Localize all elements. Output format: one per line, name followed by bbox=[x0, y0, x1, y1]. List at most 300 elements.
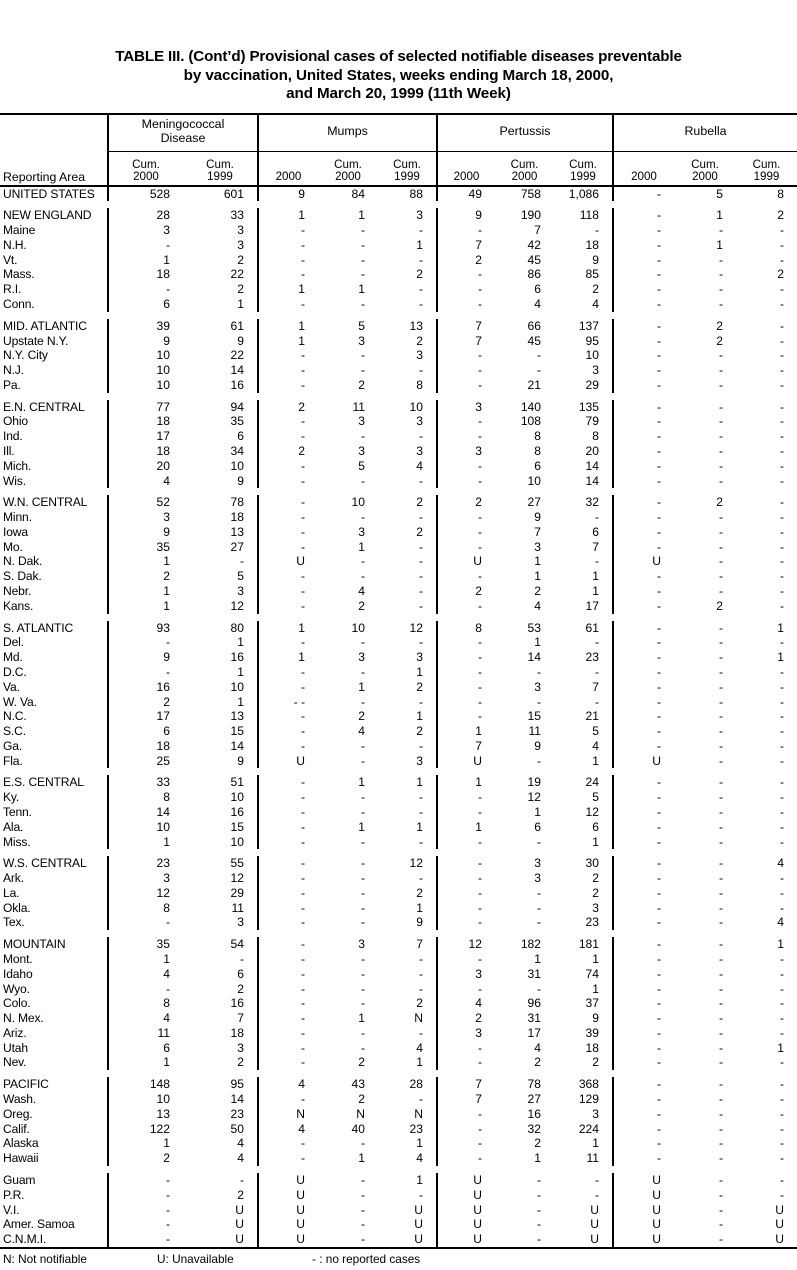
footnote-unavailable: U: Unavailable bbox=[157, 1251, 234, 1266]
row-cell: 52 bbox=[108, 495, 183, 510]
row-cell: 12 bbox=[108, 886, 183, 901]
row-area-label: E.S. CENTRAL bbox=[3, 775, 84, 790]
table-row bbox=[0, 724, 797, 739]
footnote-no-reported-cases: - : no reported cases bbox=[312, 1251, 421, 1266]
row-cell: - bbox=[718, 1011, 723, 1026]
row-cell: 3 bbox=[416, 348, 423, 363]
header-sub-1-line2: 1999 bbox=[207, 170, 233, 184]
header-sub-4-line2: 1999 bbox=[394, 170, 420, 184]
row-cell: - bbox=[779, 966, 784, 981]
row-cell: 1 bbox=[237, 694, 244, 709]
row-cell: U bbox=[235, 1232, 244, 1247]
row-cell: 45 bbox=[527, 333, 541, 348]
row-cell: - bbox=[613, 378, 674, 393]
row-cell: - bbox=[613, 208, 674, 223]
row-cell: 129 bbox=[578, 1092, 599, 1107]
table-row bbox=[0, 886, 797, 901]
table-row bbox=[0, 635, 797, 650]
row-cell: - bbox=[718, 1232, 723, 1247]
row-cell: 10 bbox=[108, 378, 183, 393]
row-cell: - bbox=[360, 554, 365, 569]
row-cell: 6 bbox=[108, 724, 183, 739]
row-area-label: Ill. bbox=[3, 444, 15, 458]
row-cell: - bbox=[779, 510, 784, 525]
row-cell: 3 bbox=[437, 444, 495, 459]
header-sub-9-line2: 2000 bbox=[692, 170, 718, 184]
footnote-not-notifiable: N: Not notifiable bbox=[3, 1251, 87, 1266]
row-cell: 32 bbox=[585, 495, 599, 510]
row-cell: 4 bbox=[592, 296, 599, 311]
row-cell: 1 bbox=[358, 679, 365, 694]
table-page bbox=[0, 48, 797, 1266]
table-row bbox=[0, 495, 797, 510]
row-cell: 5 bbox=[237, 569, 244, 584]
row-cell: - bbox=[437, 1122, 495, 1137]
row-cell: 1 bbox=[358, 819, 365, 834]
row-cell: 2 bbox=[237, 282, 244, 297]
row-cell: - bbox=[437, 378, 495, 393]
row-cell: 86 bbox=[527, 267, 541, 282]
row-cell: 4 bbox=[416, 1151, 423, 1166]
header-group-row bbox=[0, 115, 797, 152]
row-cell: - bbox=[779, 363, 784, 378]
row-cell: 33 bbox=[230, 208, 244, 223]
header-sub-8-line2: 2000 bbox=[631, 170, 657, 184]
row-cell: - bbox=[613, 1107, 674, 1122]
row-cell: - bbox=[437, 1107, 495, 1122]
header-group-mumps: Mumps bbox=[258, 115, 437, 152]
row-cell: - bbox=[613, 253, 674, 268]
row-cell: 29 bbox=[585, 377, 599, 392]
row-cell: - bbox=[718, 996, 723, 1011]
table-row bbox=[0, 775, 797, 790]
row-cell: - bbox=[108, 1173, 183, 1188]
row-cell: - bbox=[258, 709, 318, 724]
row-cell: - bbox=[718, 635, 723, 650]
row-cell: - bbox=[613, 297, 674, 312]
row-cell: 2 bbox=[534, 1136, 541, 1151]
row-cell: - bbox=[779, 1136, 784, 1151]
row-cell: - bbox=[536, 1172, 541, 1187]
row-cell: 2 bbox=[358, 598, 365, 613]
table-row bbox=[0, 967, 797, 982]
row-cell: - bbox=[360, 981, 365, 996]
row-cell: 1 bbox=[258, 319, 318, 334]
row-area-label: P.R. bbox=[3, 1187, 25, 1202]
row-cell: 7 bbox=[592, 539, 599, 554]
row-cell: - bbox=[437, 952, 495, 967]
table-row bbox=[0, 695, 797, 710]
row-cell: U bbox=[613, 1173, 674, 1188]
row-cell: - bbox=[779, 333, 784, 348]
row-area-label: Iowa bbox=[3, 524, 28, 539]
row-cell: - bbox=[779, 709, 784, 724]
header-sub-6-line1: Cum. bbox=[510, 157, 539, 171]
header-sub-0-line2: 2000 bbox=[133, 170, 159, 184]
row-cell: 3 bbox=[237, 223, 244, 238]
row-cell: 4 bbox=[108, 474, 183, 489]
row-cell: - bbox=[779, 584, 784, 599]
row-cell: 10 bbox=[108, 363, 183, 378]
row-area-label: S. ATLANTIC bbox=[3, 620, 74, 635]
row-cell: - bbox=[779, 282, 784, 297]
row-area-label: Mass. bbox=[3, 267, 35, 282]
row-cell: - bbox=[437, 680, 495, 695]
row-cell: 22 bbox=[230, 267, 244, 282]
row-cell: U bbox=[437, 554, 495, 569]
row-cell: - bbox=[418, 429, 423, 444]
row-cell: 8 bbox=[534, 429, 541, 444]
row-cell: 13 bbox=[230, 709, 244, 724]
row-cell: - bbox=[239, 554, 244, 569]
row-cell: - bbox=[779, 569, 784, 584]
title-line-3: and March 20, 1999 (11th Week) bbox=[286, 85, 511, 102]
row-cell: - bbox=[418, 296, 423, 311]
row-cell: 39 bbox=[108, 319, 183, 334]
header-sub-1-line1: Cum. bbox=[206, 157, 234, 171]
row-area-label: Idaho bbox=[3, 966, 33, 981]
row-cell: - bbox=[718, 569, 723, 584]
row-cell: - bbox=[258, 790, 318, 805]
row-cell: - bbox=[613, 444, 674, 459]
row-spacer bbox=[0, 849, 797, 856]
row-area-label: Tenn. bbox=[3, 804, 32, 819]
title-line-2: by vaccination, United States, weeks ending March 18, 2000, bbox=[183, 66, 614, 84]
row-cell: - bbox=[718, 444, 723, 458]
row-cell: - bbox=[360, 1025, 365, 1040]
row-cell: U bbox=[258, 754, 318, 769]
row-cell: - bbox=[258, 937, 318, 952]
row-cell: - bbox=[718, 724, 723, 739]
row-area-label: Ind. bbox=[3, 429, 23, 444]
row-cell: 45 bbox=[527, 252, 541, 267]
row-cell: - bbox=[613, 621, 674, 636]
row-cell: 1 bbox=[416, 775, 423, 790]
row-cell: - bbox=[613, 569, 674, 584]
row-cell: - bbox=[613, 820, 674, 835]
row-cell: 1 bbox=[358, 282, 365, 297]
row-area-label: Tex. bbox=[3, 915, 25, 930]
row-cell: 2 bbox=[416, 885, 423, 900]
row-cell: 12 bbox=[230, 598, 244, 613]
row-cell: - bbox=[718, 554, 723, 569]
row-cell: - bbox=[594, 223, 599, 238]
row-cell: 2 bbox=[716, 495, 723, 510]
row-cell: N bbox=[258, 1107, 318, 1122]
row-cell: - bbox=[360, 1217, 365, 1232]
row-cell: U bbox=[775, 1232, 784, 1247]
row-cell: 1 bbox=[258, 282, 318, 297]
row-cell: - bbox=[360, 635, 365, 650]
row-cell: - bbox=[718, 1077, 723, 1092]
row-cell: 8 bbox=[108, 996, 183, 1011]
row-cell: 18 bbox=[108, 267, 183, 282]
row-cell: - bbox=[779, 377, 784, 392]
row-cell: - bbox=[594, 1172, 599, 1187]
row-cell: - bbox=[418, 363, 423, 378]
row-cell: 190 bbox=[520, 208, 541, 223]
row-cell: U bbox=[613, 754, 674, 769]
row-cell: 1 bbox=[416, 900, 423, 915]
row-cell: - bbox=[360, 834, 365, 849]
row-cell: 1 bbox=[237, 635, 244, 650]
header-sub-6-line2: 2000 bbox=[511, 170, 538, 184]
row-cell: - bbox=[418, 952, 423, 966]
row-cell: - bbox=[258, 1011, 318, 1026]
row-spacer bbox=[0, 488, 797, 495]
row-cell: 16 bbox=[230, 804, 244, 819]
row-cell: 1 bbox=[592, 584, 599, 599]
header-sub-7-line2: 1999 bbox=[570, 170, 596, 184]
row-area-label: Guam bbox=[3, 1172, 36, 1187]
row-area-label: E.N. CENTRAL bbox=[3, 399, 85, 414]
header-sub-2 bbox=[258, 151, 318, 186]
row-cell: N bbox=[414, 1011, 423, 1026]
row-cell: - bbox=[613, 856, 674, 871]
row-cell: - bbox=[613, 540, 674, 555]
row-cell: 21 bbox=[585, 709, 599, 724]
row-cell: 31 bbox=[527, 966, 541, 981]
row-cell: 11 bbox=[528, 724, 541, 739]
row-cell: 135 bbox=[578, 399, 599, 414]
row-cell: - bbox=[360, 753, 365, 768]
row-cell: 12 bbox=[230, 871, 244, 886]
row-cell: - bbox=[718, 885, 723, 900]
row-cell: - bbox=[258, 510, 318, 525]
header-sub-3 bbox=[318, 151, 378, 186]
row-cell: - bbox=[613, 510, 674, 525]
row-spacer-cell bbox=[0, 201, 797, 208]
header-sub-3-line1: Cum. bbox=[334, 157, 362, 171]
header-sub-7-line1: Cum. bbox=[569, 157, 597, 171]
row-cell: 14 bbox=[230, 1092, 244, 1107]
row-cell: - bbox=[258, 1055, 318, 1070]
row-cell: 1 bbox=[108, 253, 183, 268]
row-cell: 1 bbox=[534, 635, 541, 650]
table-row bbox=[0, 650, 797, 665]
row-cell: 17 bbox=[527, 1025, 541, 1040]
row-cell: 1 bbox=[534, 804, 541, 819]
row-area-label: Kans. bbox=[3, 598, 34, 613]
table-row bbox=[0, 856, 797, 871]
row-cell: - bbox=[718, 363, 723, 378]
row-cell: 2 bbox=[416, 267, 423, 282]
row-cell: 11 bbox=[352, 399, 365, 414]
table-row bbox=[0, 1077, 797, 1092]
row-cell: - bbox=[258, 775, 318, 790]
row-cell: 13 bbox=[409, 318, 423, 333]
row-cell: 10 bbox=[108, 820, 183, 835]
row-cell: - bbox=[718, 937, 723, 952]
row-cell: - bbox=[418, 252, 423, 267]
row-cell: - bbox=[613, 400, 674, 415]
row-cell: 4 bbox=[237, 1136, 244, 1151]
row-cell: 53 bbox=[527, 620, 541, 635]
row-cell: - bbox=[718, 664, 723, 679]
row-cell: - bbox=[258, 223, 318, 238]
footnotes bbox=[0, 1252, 797, 1270]
row-cell: - bbox=[239, 952, 244, 966]
row-cell: - bbox=[437, 363, 495, 378]
row-cell: - bbox=[360, 569, 365, 584]
row-cell: - bbox=[536, 1187, 541, 1202]
row-cell: 4 bbox=[358, 724, 365, 739]
row-cell: - bbox=[360, 694, 365, 709]
row-cell: - bbox=[613, 267, 674, 282]
row-cell: 19 bbox=[527, 775, 541, 790]
row-cell: - bbox=[613, 775, 674, 790]
row-area-label: D.C. bbox=[3, 664, 27, 679]
row-cell: - bbox=[258, 1136, 318, 1151]
row-cell: - bbox=[613, 474, 674, 489]
row-cell: - bbox=[418, 569, 423, 584]
row-cell: 35 bbox=[108, 937, 183, 952]
row-cell: 6 bbox=[592, 819, 599, 834]
row-cell: - bbox=[360, 915, 365, 930]
row-cell: - bbox=[779, 1172, 784, 1187]
row-area-label: Utah bbox=[3, 1040, 28, 1055]
row-area-label: Nebr. bbox=[3, 584, 32, 599]
header-sub-8 bbox=[613, 151, 674, 186]
row-cell: 95 bbox=[585, 333, 599, 348]
row-cell: 1 bbox=[777, 1040, 784, 1055]
row-cell: 12 bbox=[437, 937, 495, 952]
row-cell: 5 bbox=[358, 318, 365, 333]
row-cell: 3 bbox=[237, 1040, 244, 1055]
table-row bbox=[0, 1203, 797, 1218]
row-area-label: S. Dak. bbox=[3, 569, 42, 584]
row-cell: 6 bbox=[237, 429, 244, 444]
row-cell: 3 bbox=[237, 584, 244, 599]
row-cell: 18 bbox=[108, 414, 183, 429]
row-cell: - bbox=[613, 724, 674, 739]
row-cell: 10 bbox=[108, 1092, 183, 1107]
row-cell: 14 bbox=[230, 738, 244, 753]
row-cell: - bbox=[108, 635, 183, 650]
row-cell: - bbox=[718, 1055, 723, 1070]
row-cell: 2 bbox=[416, 679, 423, 694]
row-cell: - bbox=[718, 296, 723, 311]
row-cell: 11 bbox=[108, 1026, 183, 1041]
row-cell: 3 bbox=[416, 414, 423, 429]
row-cell: - bbox=[360, 223, 365, 238]
row-cell: - bbox=[360, 363, 365, 378]
row-cell: 1 bbox=[416, 819, 423, 834]
row-area-label: Wis. bbox=[3, 473, 26, 488]
row-cell: - bbox=[418, 510, 423, 525]
row-cell: 33 bbox=[108, 775, 183, 790]
row-cell: 9 bbox=[108, 334, 183, 349]
header-sub-2-line2: 2000 bbox=[275, 170, 302, 184]
row-cell: 4 bbox=[108, 967, 183, 982]
row-cell: 3 bbox=[358, 524, 365, 539]
table-row bbox=[0, 835, 797, 850]
row-cell: - bbox=[718, 790, 723, 805]
row-area-label: Okla. bbox=[3, 900, 31, 915]
row-cell: 16 bbox=[230, 650, 244, 665]
header-sub-3-line2: 2000 bbox=[335, 170, 361, 184]
row-cell: - bbox=[594, 664, 599, 679]
row-cell: - bbox=[613, 584, 674, 599]
row-cell: 148 bbox=[108, 1077, 183, 1092]
table-row bbox=[0, 820, 797, 835]
row-cell: - bbox=[360, 237, 365, 252]
row-cell: - bbox=[613, 414, 674, 429]
row-cell: 1 bbox=[416, 1136, 423, 1151]
row-cell: 18 bbox=[108, 739, 183, 754]
row-cell: - bbox=[718, 1202, 723, 1217]
row-area-label: Va. bbox=[3, 679, 20, 694]
row-cell: 10 bbox=[585, 348, 599, 363]
row-cell: 5 bbox=[716, 186, 723, 201]
row-cell: - bbox=[718, 524, 723, 539]
row-cell: 2 bbox=[716, 333, 723, 348]
row-cell: - bbox=[108, 1217, 183, 1232]
row-cell: 10 bbox=[230, 790, 244, 805]
header-sub-9 bbox=[674, 151, 736, 186]
row-cell: - bbox=[718, 348, 723, 363]
table-row bbox=[0, 1232, 797, 1248]
row-cell: 8 bbox=[108, 901, 183, 916]
table-row bbox=[0, 334, 797, 349]
row-area-label: Alaska bbox=[3, 1136, 39, 1151]
row-area-label: Conn. bbox=[3, 296, 35, 311]
row-area-label: Wash. bbox=[3, 1092, 37, 1107]
row-cell: 4 bbox=[108, 1011, 183, 1026]
row-cell: 7 bbox=[534, 223, 541, 238]
row-cell: 8 bbox=[437, 621, 495, 636]
row-cell: 3 bbox=[358, 414, 365, 429]
row-cell: 14 bbox=[585, 458, 599, 473]
row-cell: - bbox=[258, 253, 318, 268]
row-cell: - bbox=[779, 753, 784, 768]
row-cell: - bbox=[613, 429, 674, 444]
row-cell: 1 bbox=[108, 835, 183, 850]
row-cell: 10 bbox=[230, 834, 244, 849]
row-cell: 78 bbox=[230, 495, 244, 510]
row-spacer bbox=[0, 768, 797, 775]
row-area-label: Ga. bbox=[3, 738, 23, 753]
row-cell: - bbox=[258, 525, 318, 540]
row-cell: - bbox=[718, 1025, 723, 1040]
row-cell: - bbox=[779, 237, 784, 252]
row-cell: - bbox=[108, 982, 183, 997]
row-cell: - bbox=[437, 297, 495, 312]
row-cell: - bbox=[779, 429, 784, 444]
row-cell: 3 bbox=[437, 1026, 495, 1041]
row-cell: 18 bbox=[585, 237, 599, 252]
row-cell: - bbox=[779, 252, 784, 267]
row-cell: - bbox=[718, 510, 723, 525]
row-cell: 3 bbox=[437, 967, 495, 982]
row-cell: 18 bbox=[230, 510, 244, 525]
row-cell: 2 bbox=[358, 377, 365, 392]
row-cell: - bbox=[437, 510, 495, 525]
row-cell: 528 bbox=[108, 187, 183, 202]
row-cell: 16 bbox=[230, 377, 244, 392]
row-cell: U bbox=[590, 1232, 599, 1247]
row-cell: 35 bbox=[108, 540, 183, 555]
row-cell: 37 bbox=[585, 996, 599, 1011]
row-cell: U bbox=[613, 554, 674, 569]
row-spacer bbox=[0, 1070, 797, 1077]
row-area-label: MID. ATLANTIC bbox=[3, 318, 87, 333]
row-cell: 1 bbox=[358, 208, 365, 223]
row-area-label: V.I. bbox=[3, 1202, 20, 1217]
row-spacer bbox=[0, 930, 797, 937]
row-cell: - bbox=[718, 738, 723, 753]
row-spacer bbox=[0, 1166, 797, 1173]
